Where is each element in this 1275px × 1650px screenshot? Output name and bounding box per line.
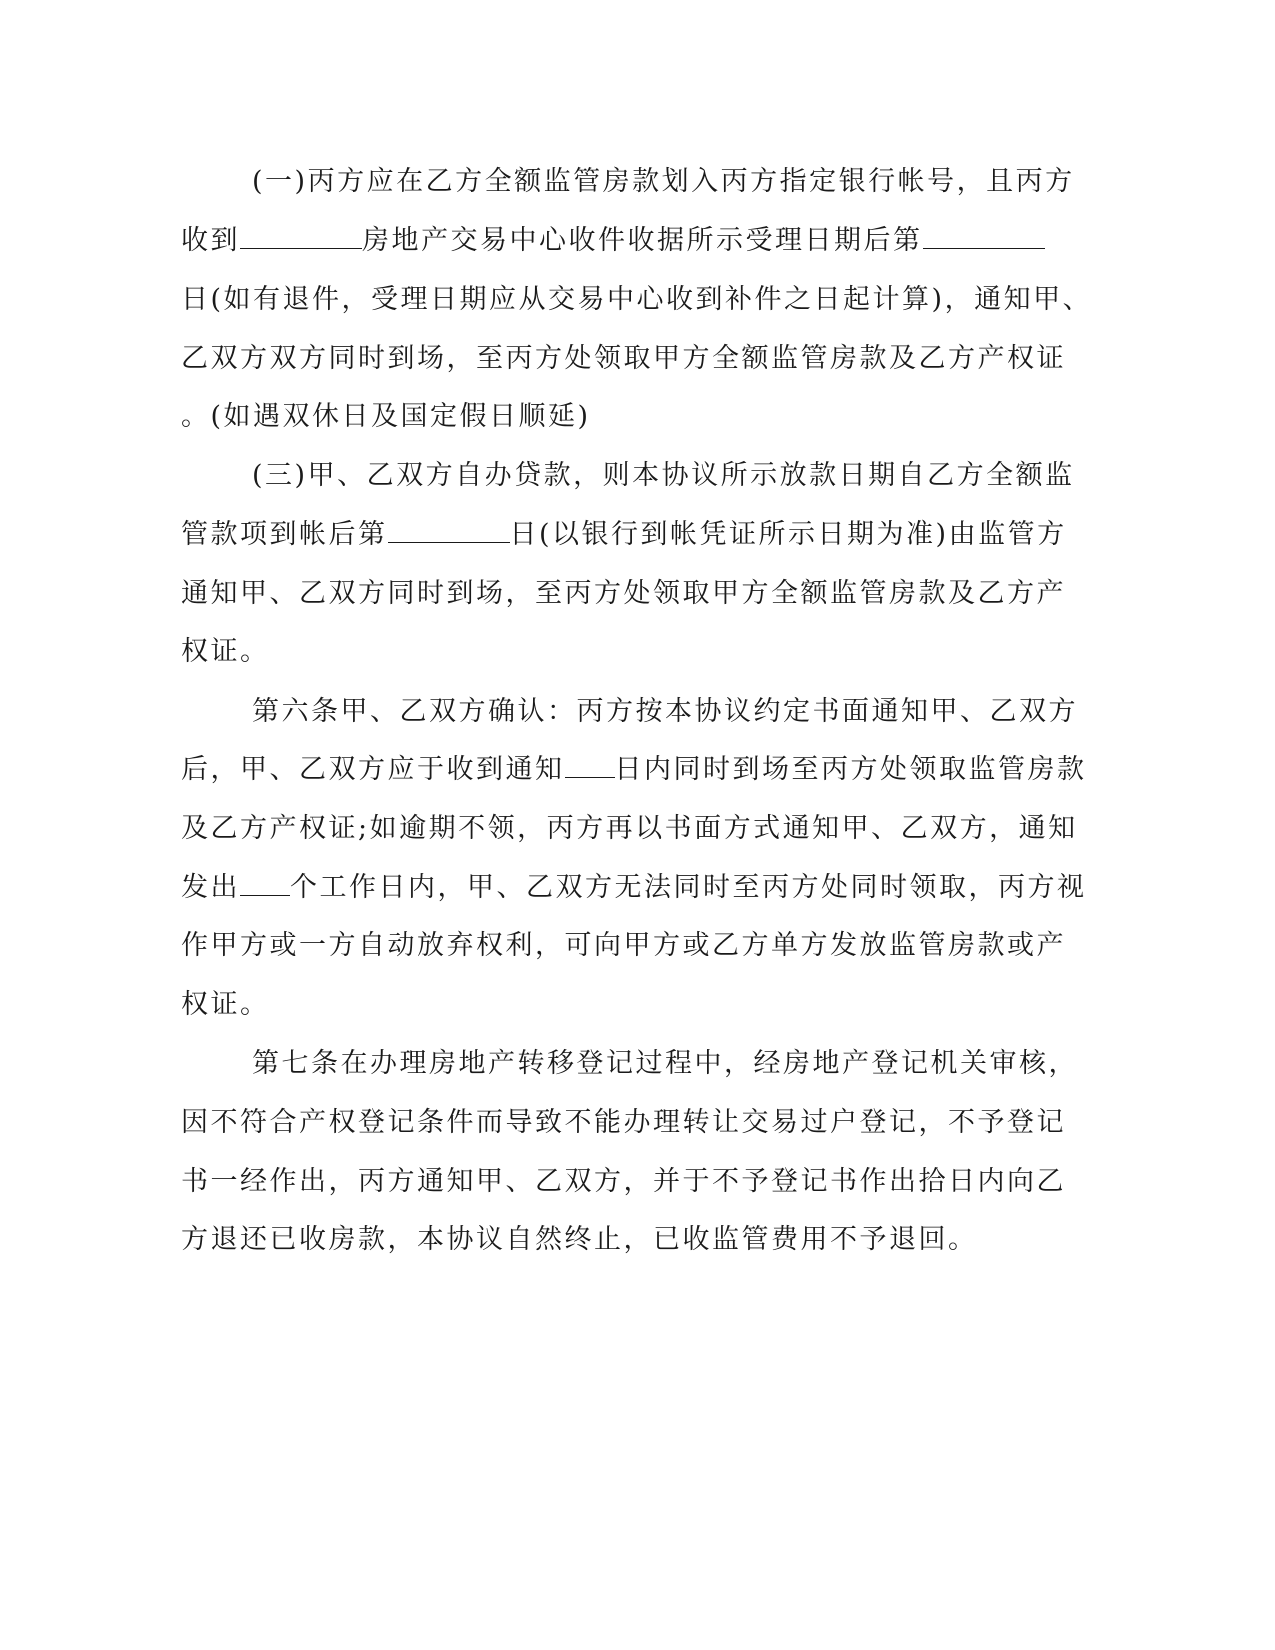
fill-in-blank[interactable]: [240, 871, 290, 896]
paragraph-1-line-5: 。(如遇双休日及国定假日顺延): [181, 401, 591, 432]
paragraph-1-line-3: 日(如有退件，受理日期应从交易中心收到补件之日起计算)，通知甲、: [181, 284, 1093, 315]
text-segment: 收到: [181, 225, 240, 256]
text-segment: 发出: [181, 872, 240, 903]
paragraph-2-line-2: [181, 517, 1067, 553]
fill-in-blank[interactable]: [923, 224, 1045, 249]
text-segment: 管款项到帐后第: [181, 519, 388, 550]
paragraph-3-line-6: 权证。: [181, 989, 270, 1020]
text-segment: 日(以银行到帐凭证所示日期为准)由监管方: [509, 519, 1067, 550]
paragraph-3-line-4: [181, 870, 1087, 906]
paragraph-1-line-2: [181, 223, 1045, 259]
paragraph-4-line-1: 第七条在办理房地产转移登记过程中，经房地产登记机关审核，: [252, 1048, 1078, 1079]
paragraph-4-line-3: 书一经作出，丙方通知甲、乙双方，并于不予登记书作出拾日内向乙: [181, 1166, 1066, 1197]
paragraph-3-line-1: 第六条甲、乙双方确认：丙方按本协议约定书面通知甲、乙双方: [252, 696, 1078, 727]
text-segment: 房地产交易中心收件收据所示受理日期后第: [362, 225, 923, 256]
paragraph-1-line-4: 乙双方双方同时到场，至丙方处领取甲方全额监管房款及乙方产权证: [181, 343, 1066, 374]
paragraph-1-line-1: (一)丙方应在乙方全额监管房款划入丙方指定银行帐号，且丙方: [252, 166, 1075, 197]
fill-in-blank[interactable]: [565, 753, 615, 778]
text-segment: 个工作日内，甲、乙双方无法同时至丙方处同时领取，丙方视: [290, 872, 1087, 903]
paragraph-2-line-3: 通知甲、乙双方同时到场，至丙方处领取甲方全额监管房款及乙方产: [181, 578, 1066, 609]
paragraph-4-line-2: 因不符合产权登记条件而导致不能办理转让交易过户登记，不予登记: [181, 1107, 1066, 1138]
text-segment: 日内同时到场至丙方处领取监管房款: [614, 754, 1087, 785]
paragraph-3-line-3: 及乙方产权证;如逾期不领，丙方再以书面方式通知甲、乙双方，通知: [181, 813, 1078, 844]
paragraph-4-line-4: 方退还已收房款，本协议自然终止，已收监管费用不予退回。: [181, 1224, 978, 1255]
text-segment: 后，甲、乙双方应于收到通知: [181, 754, 565, 785]
paragraph-2-line-1: (三)甲、乙双方自办贷款，则本协议所示放款日期自乙方全额监: [252, 460, 1075, 491]
fill-in-blank[interactable]: [388, 518, 510, 543]
paragraph-2-line-4: 权证。: [181, 636, 270, 667]
paragraph-3-line-5: 作甲方或一方自动放弃权利，可向甲方或乙方单方发放监管房款或产: [181, 930, 1066, 961]
paragraph-3-line-2: [181, 752, 1087, 788]
fill-in-blank[interactable]: [240, 224, 362, 249]
